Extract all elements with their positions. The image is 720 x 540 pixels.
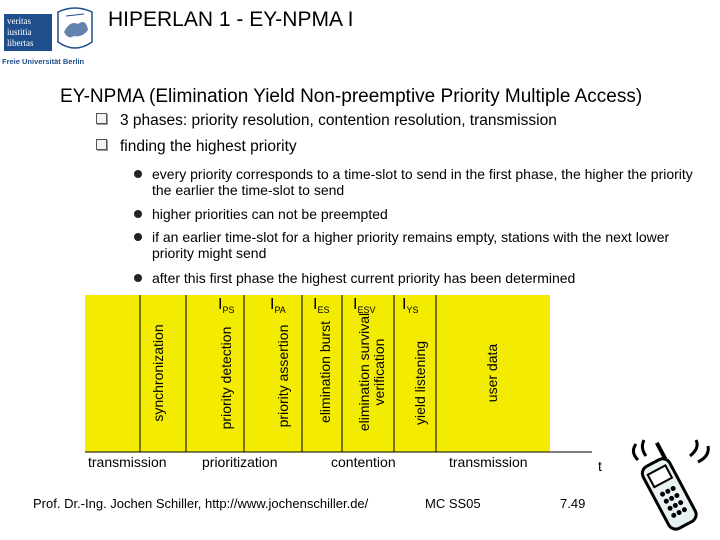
sub-bullet-item: every priority corresponds to a time-slot to send in the first phase, the higher the priority the earlier the time-slot to send [152,166,712,198]
page-title: HIPERLAN 1 - EY-NPMA I [108,8,354,31]
phase-label: transmission [449,454,528,470]
university-name: Freie Universität Berlin [2,57,85,66]
bullet-item: 3 phases: priority resolution, contention resolution, transmission [96,112,557,130]
interval-label: $I_{ESV}$ [353,296,376,316]
sub-bullet-item: after this first phase the highest current priority has been determined [152,270,712,286]
bullet-item: finding the highest priority [96,138,297,156]
mobile-phone-icon [620,438,716,536]
footer-author: Prof. Dr.-Ing. Jochen Schiller, http://www.jochenschiller.de/ [33,496,369,511]
sub-bullet-item: if an earlier time-slot for a higher priority remains empty, stations with the next lower priority might send [152,229,712,261]
column-label: priority detection [218,326,234,430]
page-number: 7.49 [560,496,586,511]
interval-label: $I_{YS}$ [402,296,419,316]
column-label: user data [484,343,500,403]
column-label: elimination survival verification [356,312,387,432]
slide-subtitle: EY-NPMA (Elimination Yield Non-preemptive Priority Multiple Access) [60,86,643,107]
phase-label: contention [331,454,396,470]
footer-course: MC SS05 [425,496,481,511]
phase-label: transmission [88,454,167,470]
interval-label: $I_{ES}$ [313,296,330,316]
sub-bullet-item: higher priorities can not be preempted [152,206,712,222]
column-label: yield listening [412,340,428,426]
column-label: synchronization [150,324,166,422]
interval-label: $I_{PA}$ [270,296,286,316]
logo-mottos: veritas iustitia libertas [4,14,56,51]
column-label: priority assertion [275,324,291,428]
interval-label: $I_{PS}$ [218,296,235,316]
time-axis-label: t [598,458,602,474]
phase-label: prioritization [202,454,278,470]
column-label: elimination burst [317,321,333,423]
